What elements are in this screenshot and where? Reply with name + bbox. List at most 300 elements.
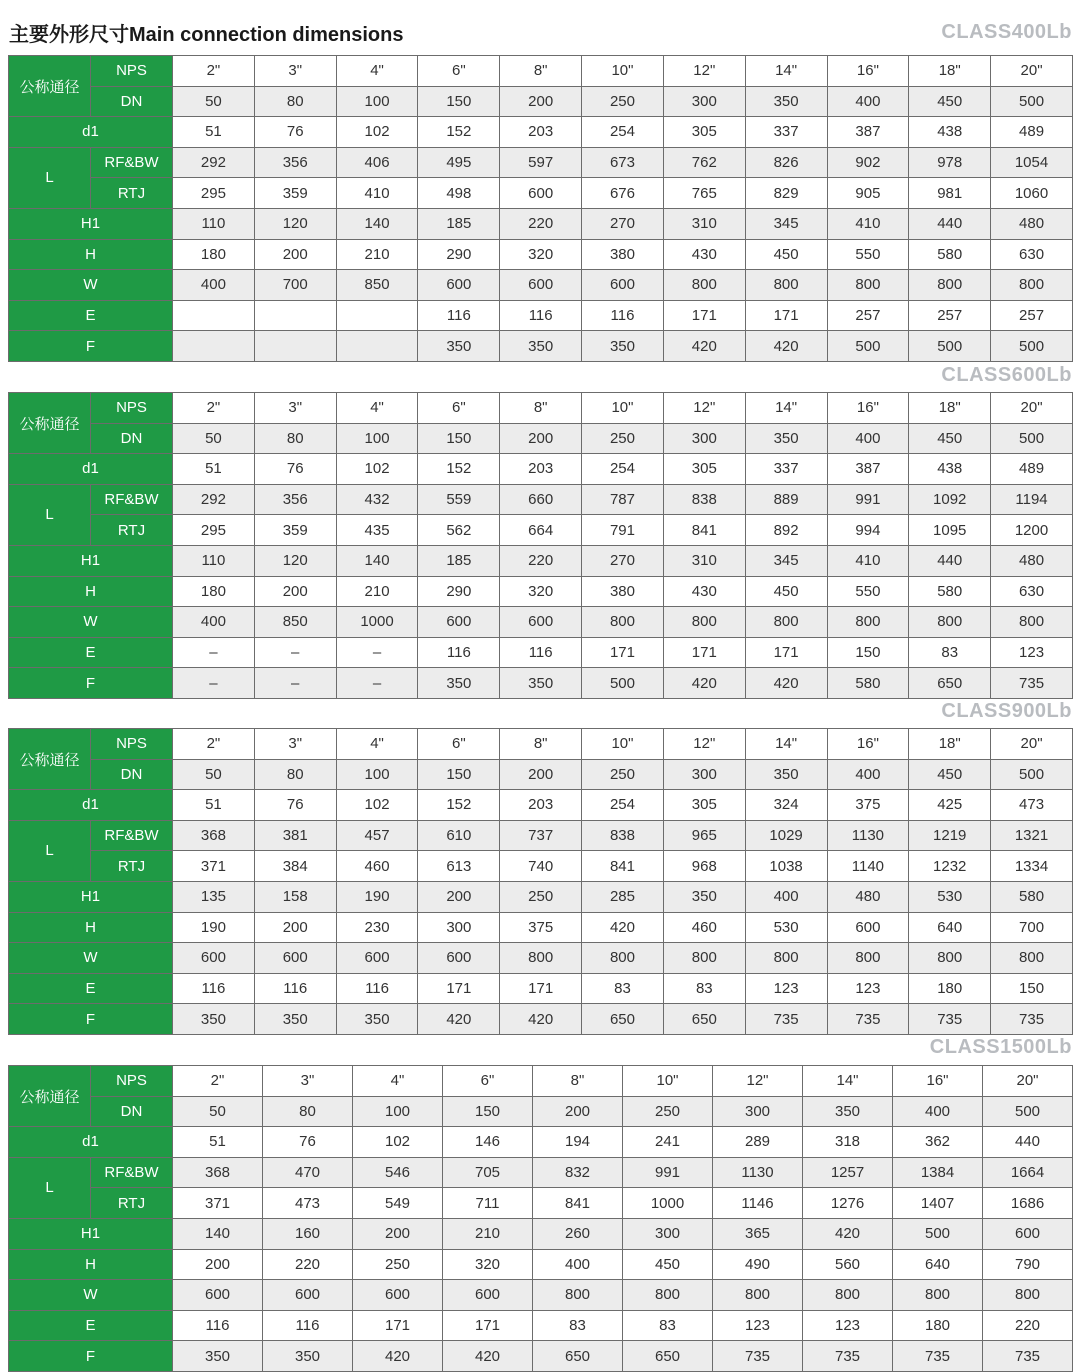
- table-cell: 473: [991, 790, 1073, 821]
- table-row: [9, 423, 1073, 454]
- table-cell: 735: [803, 1341, 893, 1372]
- table-cell: 300: [663, 759, 745, 790]
- table-cell: 350: [418, 668, 500, 699]
- table-row: [9, 973, 1073, 1004]
- table-cell: 991: [623, 1157, 713, 1188]
- table-cell: 1321: [991, 820, 1073, 851]
- table-cell: 600: [263, 1280, 353, 1311]
- table-cell: 200: [353, 1218, 443, 1249]
- table-cell: 406: [336, 147, 418, 178]
- table-cell: 600: [353, 1280, 443, 1311]
- table-cell: 290: [418, 239, 500, 270]
- table-cell: 305: [663, 454, 745, 485]
- table-cell: 285: [582, 881, 664, 912]
- table-cell: 300: [713, 1096, 803, 1127]
- table-cell: 16": [893, 1066, 983, 1097]
- table-cell: 324: [745, 790, 827, 821]
- table-cell: 250: [582, 86, 664, 117]
- table-cell: 350: [745, 759, 827, 790]
- table-cell: 420: [663, 331, 745, 362]
- table-row: [9, 1280, 1073, 1311]
- table-cell: 438: [909, 117, 991, 148]
- table-cell: 100: [336, 759, 418, 790]
- table-cell: 83: [909, 637, 991, 668]
- table-cell: 800: [909, 943, 991, 974]
- table-cell: 123: [991, 637, 1073, 668]
- table-cell: 12": [663, 393, 745, 424]
- table-cell: 460: [336, 851, 418, 882]
- table-row: [9, 147, 1073, 178]
- table-cell: 185: [418, 208, 500, 239]
- table-cell: 14": [803, 1066, 893, 1097]
- table-row: [9, 454, 1073, 485]
- table-cell: 220: [500, 545, 582, 576]
- table-cell: 450: [623, 1249, 713, 1280]
- table-cell: 735: [827, 1004, 909, 1035]
- table-cell: 430: [663, 239, 745, 270]
- table-cell: 800: [623, 1280, 713, 1311]
- table-cell: 6": [418, 393, 500, 424]
- table-cell: 80: [254, 423, 336, 454]
- table-cell: 841: [533, 1188, 623, 1219]
- table-cell: 220: [263, 1249, 353, 1280]
- table-cell: 83: [533, 1310, 623, 1341]
- table-cell: 250: [582, 759, 664, 790]
- table-cell: 610: [418, 820, 500, 851]
- table-cell: 123: [827, 973, 909, 1004]
- table-cell: 500: [909, 331, 991, 362]
- table-cell: 318: [803, 1127, 893, 1158]
- table-cell: 110: [173, 208, 255, 239]
- row-label: RF&BW: [91, 820, 173, 851]
- class-label: CLASS400Lb: [941, 21, 1072, 43]
- table-cell: 968: [663, 851, 745, 882]
- table-cell: 2": [173, 56, 255, 87]
- table-cell: 365: [713, 1218, 803, 1249]
- table-cell: 762: [663, 147, 745, 178]
- table-cell: 123: [745, 973, 827, 1004]
- table-cell: 10": [623, 1066, 713, 1097]
- table-cell: 2": [173, 729, 255, 760]
- table-cell: 495: [418, 147, 500, 178]
- table-cell: 791: [582, 515, 664, 546]
- table-cell: 305: [663, 790, 745, 821]
- table-cell: 254: [582, 790, 664, 821]
- table-cell: 500: [827, 331, 909, 362]
- table-cell: 905: [827, 178, 909, 209]
- table-cell: 440: [983, 1127, 1073, 1158]
- dimension-table: [8, 1065, 1073, 1372]
- table-cell: 600: [173, 1280, 263, 1311]
- table-cell: 600: [827, 912, 909, 943]
- table-cell: 18": [909, 56, 991, 87]
- table-cell: 375: [500, 912, 582, 943]
- table-cell: 171: [663, 637, 745, 668]
- table-cell: 450: [909, 86, 991, 117]
- table-cell: 200: [254, 576, 336, 607]
- table-cell: 371: [173, 851, 255, 882]
- table-cell: 650: [582, 1004, 664, 1035]
- row-label: H: [9, 912, 173, 943]
- table-cell: 800: [713, 1280, 803, 1311]
- table-cell: 116: [336, 973, 418, 1004]
- table-cell: 140: [336, 208, 418, 239]
- table-cell: [254, 331, 336, 362]
- table-row: [9, 881, 1073, 912]
- table-cell: 290: [418, 576, 500, 607]
- table-cell: 310: [663, 208, 745, 239]
- table-cell: 735: [713, 1341, 803, 1372]
- table-cell: –: [173, 668, 255, 699]
- table-cell: 200: [418, 881, 500, 912]
- table-cell: 292: [173, 147, 255, 178]
- table-cell: [336, 331, 418, 362]
- table-cell: 350: [263, 1341, 353, 1372]
- table-cell: 800: [991, 943, 1073, 974]
- table-cell: 110: [173, 545, 255, 576]
- table-cell: 292: [173, 484, 255, 515]
- row-label: DN: [91, 1096, 173, 1127]
- table-cell: 10": [582, 393, 664, 424]
- row-label: H1: [9, 881, 173, 912]
- table-cell: 20": [991, 393, 1073, 424]
- table-row: [9, 1066, 1073, 1097]
- row-label: NPS: [91, 393, 173, 424]
- table-cell: 400: [893, 1096, 983, 1127]
- table-row: [9, 637, 1073, 668]
- table-cell: 116: [500, 300, 582, 331]
- table-cell: 664: [500, 515, 582, 546]
- table-cell: 14": [745, 56, 827, 87]
- dimension-table: [8, 728, 1073, 1035]
- table-cell: 1276: [803, 1188, 893, 1219]
- table-cell: 210: [443, 1218, 533, 1249]
- table-cell: 600: [500, 270, 582, 301]
- table-cell: 220: [500, 208, 582, 239]
- table-cell: 120: [254, 208, 336, 239]
- table-cell: 387: [827, 117, 909, 148]
- row-label: E: [9, 637, 173, 668]
- table-row: [9, 56, 1073, 87]
- table-cell: 320: [500, 239, 582, 270]
- table-cell: 210: [336, 239, 418, 270]
- table-cell: 600: [418, 607, 500, 638]
- table-cell: 6": [418, 729, 500, 760]
- row-group-label: 公称通径: [9, 56, 91, 117]
- table-cell: 250: [623, 1096, 713, 1127]
- dimension-table: [8, 55, 1073, 362]
- table-cell: 6": [418, 56, 500, 87]
- table-row: [9, 270, 1073, 301]
- table-cell: 76: [263, 1127, 353, 1158]
- page-title: 主要外形尺寸Main connection dimensions: [9, 24, 404, 46]
- row-label: W: [9, 943, 173, 974]
- table-row: [9, 1249, 1073, 1280]
- table-cell: 8": [500, 56, 582, 87]
- row-label: RTJ: [91, 178, 173, 209]
- table-cell: 160: [263, 1218, 353, 1249]
- table-cell: 420: [745, 331, 827, 362]
- table-cell: 500: [991, 423, 1073, 454]
- table-cell: 800: [893, 1280, 983, 1311]
- table-cell: 203: [500, 117, 582, 148]
- table-cell: 1054: [991, 147, 1073, 178]
- table-cell: 171: [353, 1310, 443, 1341]
- table-cell: 140: [336, 545, 418, 576]
- table-cell: 270: [582, 545, 664, 576]
- table-cell: 384: [254, 851, 336, 882]
- table-row: [9, 484, 1073, 515]
- table-cell: 171: [663, 300, 745, 331]
- table-cell: 1095: [909, 515, 991, 546]
- table-cell: 20": [991, 56, 1073, 87]
- table-row: [9, 1218, 1073, 1249]
- table-cell: 400: [533, 1249, 623, 1280]
- table-cell: 203: [500, 790, 582, 821]
- table-cell: 700: [254, 270, 336, 301]
- table-cell: 350: [254, 1004, 336, 1035]
- table-cell: 600: [418, 270, 500, 301]
- row-group-label: L: [9, 147, 91, 208]
- table-cell: 600: [443, 1280, 533, 1311]
- table-cell: 711: [443, 1188, 533, 1219]
- table-cell: 838: [663, 484, 745, 515]
- table-cell: 257: [827, 300, 909, 331]
- table-cell: 150: [418, 86, 500, 117]
- row-label: H1: [9, 1218, 173, 1249]
- table-cell: 841: [582, 851, 664, 882]
- table-cell: 597: [500, 147, 582, 178]
- table-cell: 580: [909, 576, 991, 607]
- table-cell: 630: [991, 239, 1073, 270]
- table-row: [9, 86, 1073, 117]
- table-cell: 295: [173, 178, 255, 209]
- table-cell: 420: [582, 912, 664, 943]
- table-cell: 420: [353, 1341, 443, 1372]
- table-cell: 735: [991, 1004, 1073, 1035]
- table-cell: 210: [336, 576, 418, 607]
- table-cell: 790: [983, 1249, 1073, 1280]
- table-cell: 4": [336, 56, 418, 87]
- table-cell: 14": [745, 729, 827, 760]
- table-cell: 250: [500, 881, 582, 912]
- table-cell: 550: [827, 576, 909, 607]
- table-cell: 1038: [745, 851, 827, 882]
- table-cell: 832: [533, 1157, 623, 1188]
- row-label: H1: [9, 545, 173, 576]
- table-cell: 171: [500, 973, 582, 1004]
- table-cell: 337: [745, 117, 827, 148]
- table-cell: 965: [663, 820, 745, 851]
- table-cell: 530: [909, 881, 991, 912]
- row-group-label: 公称通径: [9, 393, 91, 454]
- table-cell: 123: [713, 1310, 803, 1341]
- table-cell: 800: [983, 1280, 1073, 1311]
- table-cell: 116: [254, 973, 336, 1004]
- table-row: [9, 239, 1073, 270]
- table-cell: 420: [500, 1004, 582, 1035]
- table-cell: 8": [500, 393, 582, 424]
- table-cell: 8": [500, 729, 582, 760]
- table-cell: 500: [991, 759, 1073, 790]
- table-cell: 4": [336, 729, 418, 760]
- table-cell: 500: [983, 1096, 1073, 1127]
- table-cell: 76: [254, 790, 336, 821]
- table-cell: [336, 300, 418, 331]
- row-label: RF&BW: [91, 147, 173, 178]
- table-cell: 489: [991, 454, 1073, 485]
- table-cell: 51: [173, 117, 255, 148]
- table-cell: 203: [500, 454, 582, 485]
- table-cell: 171: [418, 973, 500, 1004]
- table-cell: 800: [909, 270, 991, 301]
- table-cell: 600: [500, 607, 582, 638]
- table-cell: 305: [663, 117, 745, 148]
- table-cell: 1232: [909, 851, 991, 882]
- table-cell: 250: [353, 1249, 443, 1280]
- table-cell: 826: [745, 147, 827, 178]
- table-cell: 1686: [983, 1188, 1073, 1219]
- table-cell: 850: [336, 270, 418, 301]
- table-cell: 1140: [827, 851, 909, 882]
- class-label: CLASS1500Lb: [929, 1036, 1072, 1058]
- table-cell: 12": [663, 56, 745, 87]
- table-cell: 650: [623, 1341, 713, 1372]
- table-cell: 650: [533, 1341, 623, 1372]
- table-cell: 4": [353, 1066, 443, 1097]
- table-cell: 470: [263, 1157, 353, 1188]
- table-cell: 220: [983, 1310, 1073, 1341]
- table-cell: 889: [745, 484, 827, 515]
- table-row: [9, 393, 1073, 424]
- table-cell: 3": [254, 393, 336, 424]
- table-cell: 500: [991, 331, 1073, 362]
- table-cell: 51: [173, 790, 255, 821]
- table-cell: 660: [500, 484, 582, 515]
- table-cell: 800: [827, 607, 909, 638]
- table-cell: 241: [623, 1127, 713, 1158]
- table-cell: –: [173, 637, 255, 668]
- table-cell: 800: [745, 270, 827, 301]
- table-cell: 150: [443, 1096, 533, 1127]
- table-cell: 1200: [991, 515, 1073, 546]
- row-label: d1: [9, 1127, 173, 1158]
- table-cell: 83: [623, 1310, 713, 1341]
- table-cell: 200: [254, 912, 336, 943]
- table-row: [9, 331, 1073, 362]
- table-cell: [173, 331, 255, 362]
- table-cell: 76: [254, 454, 336, 485]
- table-row: [9, 943, 1073, 974]
- table-cell: 420: [418, 1004, 500, 1035]
- dimension-table: [8, 392, 1073, 699]
- table-cell: 51: [173, 1127, 263, 1158]
- table-cell: 490: [713, 1249, 803, 1280]
- row-group-label: 公称通径: [9, 1066, 91, 1127]
- row-label: W: [9, 270, 173, 301]
- table-cell: 530: [745, 912, 827, 943]
- table-cell: 150: [827, 637, 909, 668]
- table-cell: 600: [254, 943, 336, 974]
- table-cell: 337: [745, 454, 827, 485]
- table-cell: 100: [336, 86, 418, 117]
- table-cell: 400: [827, 423, 909, 454]
- table-row: [9, 729, 1073, 760]
- table-cell: 18": [909, 729, 991, 760]
- table-cell: 152: [418, 790, 500, 821]
- table-cell: 1000: [336, 607, 418, 638]
- table-cell: 300: [663, 86, 745, 117]
- table-cell: 580: [827, 668, 909, 699]
- table-cell: 350: [745, 423, 827, 454]
- table-cell: 152: [418, 454, 500, 485]
- table-cell: 116: [500, 637, 582, 668]
- table-cell: 194: [533, 1127, 623, 1158]
- table-cell: 80: [254, 759, 336, 790]
- table-row: [9, 820, 1073, 851]
- table-cell: 676: [582, 178, 664, 209]
- row-group-label: L: [9, 1157, 91, 1218]
- table-cell: 650: [663, 1004, 745, 1035]
- table-cell: 250: [582, 423, 664, 454]
- table-cell: 140: [173, 1218, 263, 1249]
- table-cell: 640: [909, 912, 991, 943]
- table-cell: 1407: [893, 1188, 983, 1219]
- table-cell: 800: [745, 607, 827, 638]
- table-cell: 735: [909, 1004, 991, 1035]
- table-cell: 2": [173, 393, 255, 424]
- table-cell: 116: [173, 1310, 263, 1341]
- table-cell: 356: [254, 147, 336, 178]
- table-cell: 171: [745, 637, 827, 668]
- table-cell: 546: [353, 1157, 443, 1188]
- table-cell: 10": [582, 729, 664, 760]
- table-cell: 116: [582, 300, 664, 331]
- table-cell: 310: [663, 545, 745, 576]
- row-label: d1: [9, 790, 173, 821]
- table-cell: 171: [443, 1310, 533, 1341]
- table-cell: 473: [263, 1188, 353, 1219]
- table-cell: 190: [336, 881, 418, 912]
- table-cell: –: [254, 637, 336, 668]
- table-cell: 800: [991, 270, 1073, 301]
- table-cell: 10": [582, 56, 664, 87]
- table-cell: 12": [713, 1066, 803, 1097]
- row-label: d1: [9, 117, 173, 148]
- table-cell: 420: [803, 1218, 893, 1249]
- table-cell: 800: [582, 943, 664, 974]
- table-cell: 12": [663, 729, 745, 760]
- table-cell: 200: [500, 759, 582, 790]
- table-cell: 345: [745, 208, 827, 239]
- table-cell: 800: [745, 943, 827, 974]
- table-cell: 260: [533, 1218, 623, 1249]
- table-cell: 295: [173, 515, 255, 546]
- table-cell: 559: [418, 484, 500, 515]
- table-cell: 562: [418, 515, 500, 546]
- table-cell: 350: [418, 331, 500, 362]
- table-cell: 735: [893, 1341, 983, 1372]
- table-row: [9, 1341, 1073, 1372]
- table-row: [9, 1096, 1073, 1127]
- table-row: [9, 515, 1073, 546]
- table-cell: 380: [582, 239, 664, 270]
- table-cell: 440: [909, 208, 991, 239]
- table-row: [9, 851, 1073, 882]
- table-cell: 1060: [991, 178, 1073, 209]
- table-cell: 135: [173, 881, 255, 912]
- table-cell: 51: [173, 454, 255, 485]
